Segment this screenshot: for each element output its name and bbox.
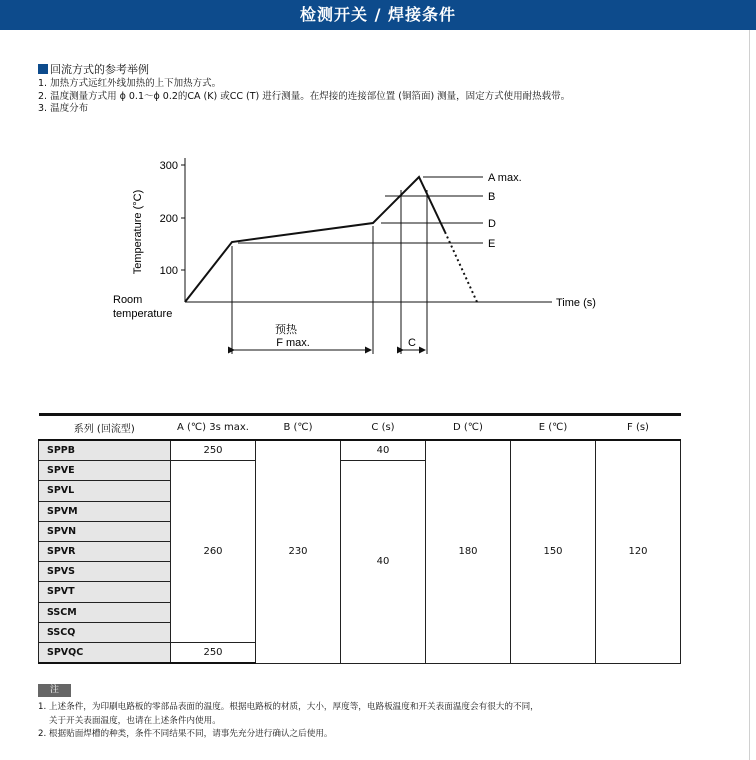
- f-interval-label-line2: F max.: [276, 337, 310, 349]
- c-value-cell: 40: [341, 440, 426, 461]
- y-tick-label: 200: [159, 213, 178, 225]
- f-value-cell: 120: [596, 440, 681, 663]
- column-header: F (s): [596, 415, 681, 441]
- intro-list: [38, 78, 570, 116]
- model-cell: SPVL: [39, 481, 171, 501]
- model-cell: SPVQC: [39, 642, 171, 663]
- c-value-cell: 40: [341, 461, 426, 663]
- intro-item: 3. 温度分布: [38, 103, 89, 114]
- e-value-cell: 150: [511, 440, 596, 663]
- level-label-a: A max.: [488, 172, 522, 184]
- model-cell: SPVT: [39, 582, 171, 602]
- column-header: E (℃): [511, 415, 596, 441]
- column-header: A (℃) 3s max.: [171, 415, 256, 441]
- section-title: 回流方式的参考举例: [50, 63, 149, 76]
- soldering-conditions-table: [38, 413, 681, 664]
- section-square-icon: [38, 64, 48, 74]
- y-axis-label: Temperature (°C): [132, 189, 144, 275]
- c-interval-label: C: [408, 337, 416, 349]
- intro-item: 1. 加热方式远红外线加热的上下加热方式。: [38, 78, 222, 89]
- a-value-cell: 260: [171, 461, 256, 643]
- note-line: 2. 根据贴面焊槽的种类，条件不同结果不同，请事先充分进行确认之后使用。: [38, 729, 333, 739]
- a-value-cell: 250: [171, 642, 256, 663]
- model-cell: SPVE: [39, 461, 171, 481]
- temperature-profile-chart: [105, 150, 625, 360]
- model-cell: SPVN: [39, 521, 171, 541]
- column-header: 系列 (回流型): [39, 415, 171, 441]
- section-heading: [38, 61, 149, 77]
- level-label-e: E: [488, 238, 496, 250]
- table-row: [39, 440, 681, 461]
- note-line: 关于开关表面温度，也请在上述条件内使用。: [38, 715, 221, 726]
- column-header: B (℃): [256, 415, 341, 441]
- b-value-cell: 230: [256, 440, 341, 663]
- model-cell: SPVS: [39, 562, 171, 582]
- notes-list: [38, 701, 539, 742]
- x-axis-label: Time (s): [556, 297, 596, 309]
- room-temperature-label-line2: temperature: [113, 308, 173, 320]
- y-tick-label: 300: [159, 160, 178, 172]
- intro-item: 2. 温度测量方式用 ϕ 0.1～ϕ 0.2的CA (K) 或CC (T) 进行测量。在焊接的连接部位置 (铜箔面) 测量，固定方式使用耐热载带。: [38, 90, 571, 102]
- level-label-d: D: [488, 218, 496, 230]
- table-header-row: [39, 415, 681, 441]
- page-edge-divider: [749, 30, 750, 760]
- y-tick-label: 100: [159, 265, 178, 277]
- column-header: C (s): [341, 415, 426, 441]
- model-cell: SSCM: [39, 602, 171, 622]
- level-label-b: B: [488, 191, 496, 203]
- d-value-cell: 180: [426, 440, 511, 663]
- model-cell: SPPB: [39, 440, 171, 461]
- model-cell: SSCQ: [39, 622, 171, 642]
- column-header: D (℃): [426, 415, 511, 441]
- model-cell: SPVR: [39, 541, 171, 561]
- note-badge: 注: [38, 684, 71, 697]
- page-title: 检测开关 / 焊接条件: [0, 0, 756, 30]
- room-temperature-label-line1: Room: [113, 294, 143, 306]
- a-value-cell: 250: [171, 440, 256, 461]
- f-interval-label-line1: 预热: [275, 324, 297, 336]
- model-cell: SPVM: [39, 501, 171, 521]
- note-line: 1. 上述条件，为印刷电路板的零部品表面的温度。根据电路板的材质，大小，厚度等，电路板温度和开关表面温度会有很大的不同，: [38, 702, 539, 712]
